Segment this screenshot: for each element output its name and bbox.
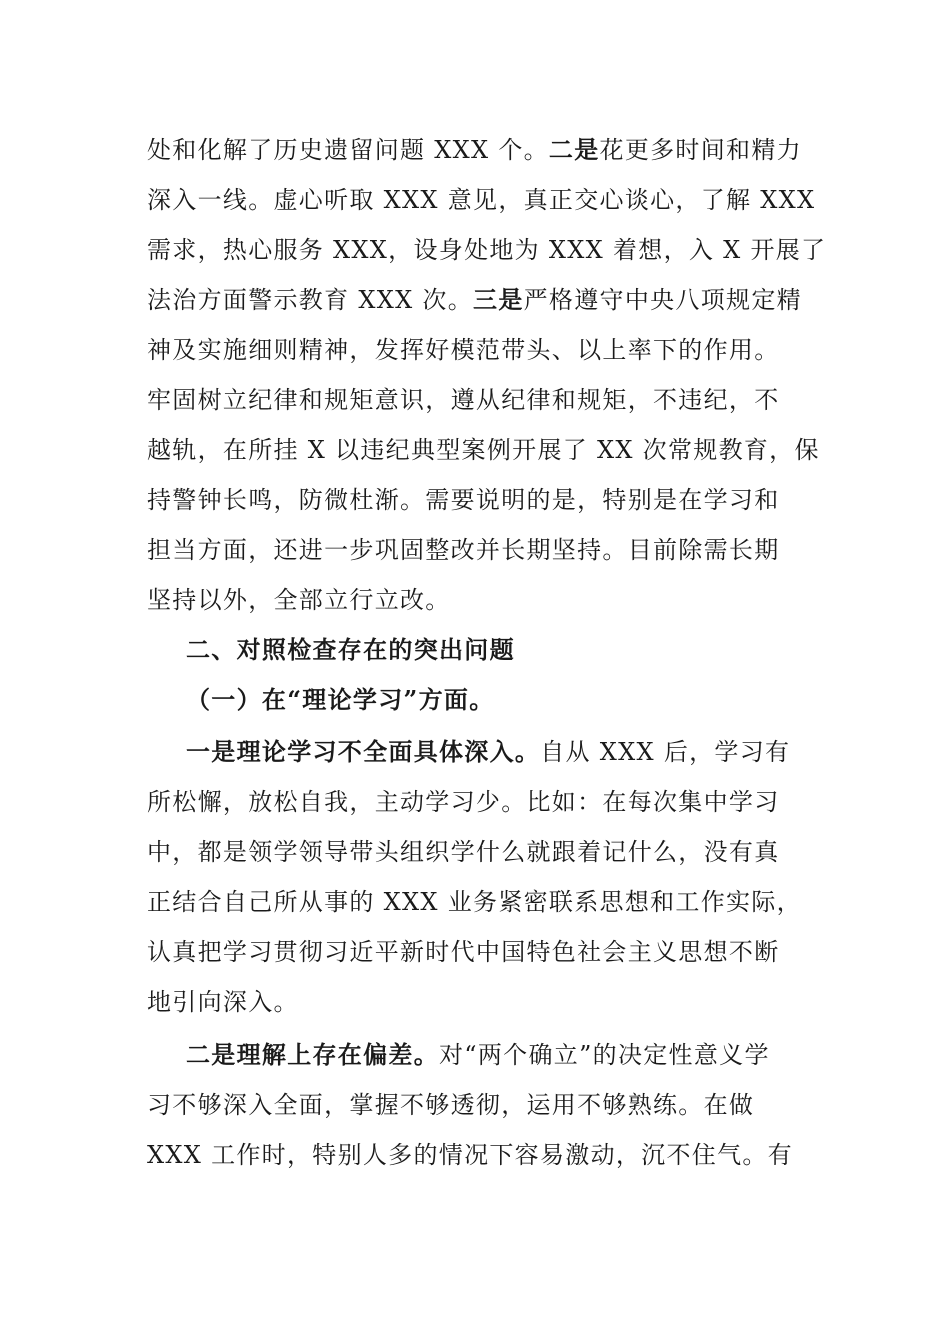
paragraph-line: [147, 982, 817, 1022]
paragraph-line: [147, 230, 827, 270]
line-text: 越轨，在所挂 X 以违纪典型案例开展了 XX 次常规教育，保: [147, 436, 820, 464]
heading-text: 二、对照检查存在的突出问题: [186, 635, 515, 664]
paragraph-line: [186, 732, 856, 772]
paragraph-line: [147, 1085, 817, 1125]
paragraph-line: [147, 280, 817, 320]
paragraph-line: [147, 330, 817, 370]
paragraph-line: [186, 1035, 856, 1075]
line-text: 严格遵守中央八项规定精: [523, 286, 802, 314]
paragraph-line: [147, 1135, 817, 1175]
paragraph-line: [147, 130, 817, 170]
line-text: XXX 工作时，特别人多的情况下容易激动，沉不住气。有: [147, 1141, 793, 1169]
paragraph-line: [147, 480, 817, 520]
line-text: 自从 XXX 后，学习有: [540, 738, 791, 766]
bold-keyword: 一是理论学习不全面具体深入。: [186, 737, 541, 766]
paragraph-line: [147, 832, 817, 872]
line-text: 地引向深入。: [147, 988, 299, 1016]
line-text: 需求，热心服务 XXX，设身处地为 XXX 着想，入 X 开展了: [147, 236, 827, 264]
line-text: 处和化解了历史遗留问题 XXX 个。: [147, 136, 549, 164]
line-text: 习不够深入全面，掌握不够透彻，运用不够熟练。在做: [147, 1091, 755, 1119]
line-text: 法治方面警示教育 XXX 次。: [147, 286, 474, 314]
line-text: 正结合自己所从事的 XXX 业务紧密联系思想和工作实际，: [147, 888, 802, 916]
heading-text: （一）在“理论学习”方面。: [186, 685, 495, 714]
paragraph-line: [147, 180, 817, 220]
line-text: 中，都是领学领导带头组织学什么就跟着记什么，没有真: [147, 838, 780, 866]
line-text: 对“两个确立”的决定性意义学: [439, 1041, 770, 1069]
line-text: 持警钟长鸣，防微杜渐。需要说明的是，特别是在学习和: [147, 486, 780, 514]
paragraph-line: [147, 580, 817, 620]
paragraph-line: [147, 430, 820, 470]
bold-keyword: 二是理解上存在偏差。: [186, 1040, 439, 1069]
paragraph-line: [147, 782, 817, 822]
paragraph-line: [147, 380, 817, 420]
paragraph-line: [147, 530, 817, 570]
line-text: 担当方面，还进一步巩固整改并长期坚持。目前除需长期: [147, 536, 780, 564]
line-text: 认真把学习贯彻习近平新时代中国特色社会主义思想不断: [147, 938, 780, 966]
line-text: 所松懈，放松自我，主动学习少。比如：在每次集中学习: [147, 788, 780, 816]
paragraph-line: [147, 932, 817, 972]
line-text: 坚持以外，全部立行立改。: [147, 586, 451, 614]
paragraph-line: [147, 882, 817, 922]
bold-keyword: 三是: [473, 285, 524, 314]
line-text: 神及实施细则精神，发挥好模范带头、以上率下的作用。: [147, 336, 780, 364]
bold-keyword: 二是: [548, 135, 600, 164]
subsection-heading: [186, 680, 856, 720]
line-text: 牢固树立纪律和规矩意识，遵从纪律和规矩，不违纪，不: [147, 386, 780, 414]
line-text: 深入一线。虚心听取 XXX 意见，真正交心谈心，了解 XXX: [147, 186, 816, 214]
line-text: 花更多时间和精力: [599, 136, 802, 164]
section-heading: [186, 630, 856, 670]
